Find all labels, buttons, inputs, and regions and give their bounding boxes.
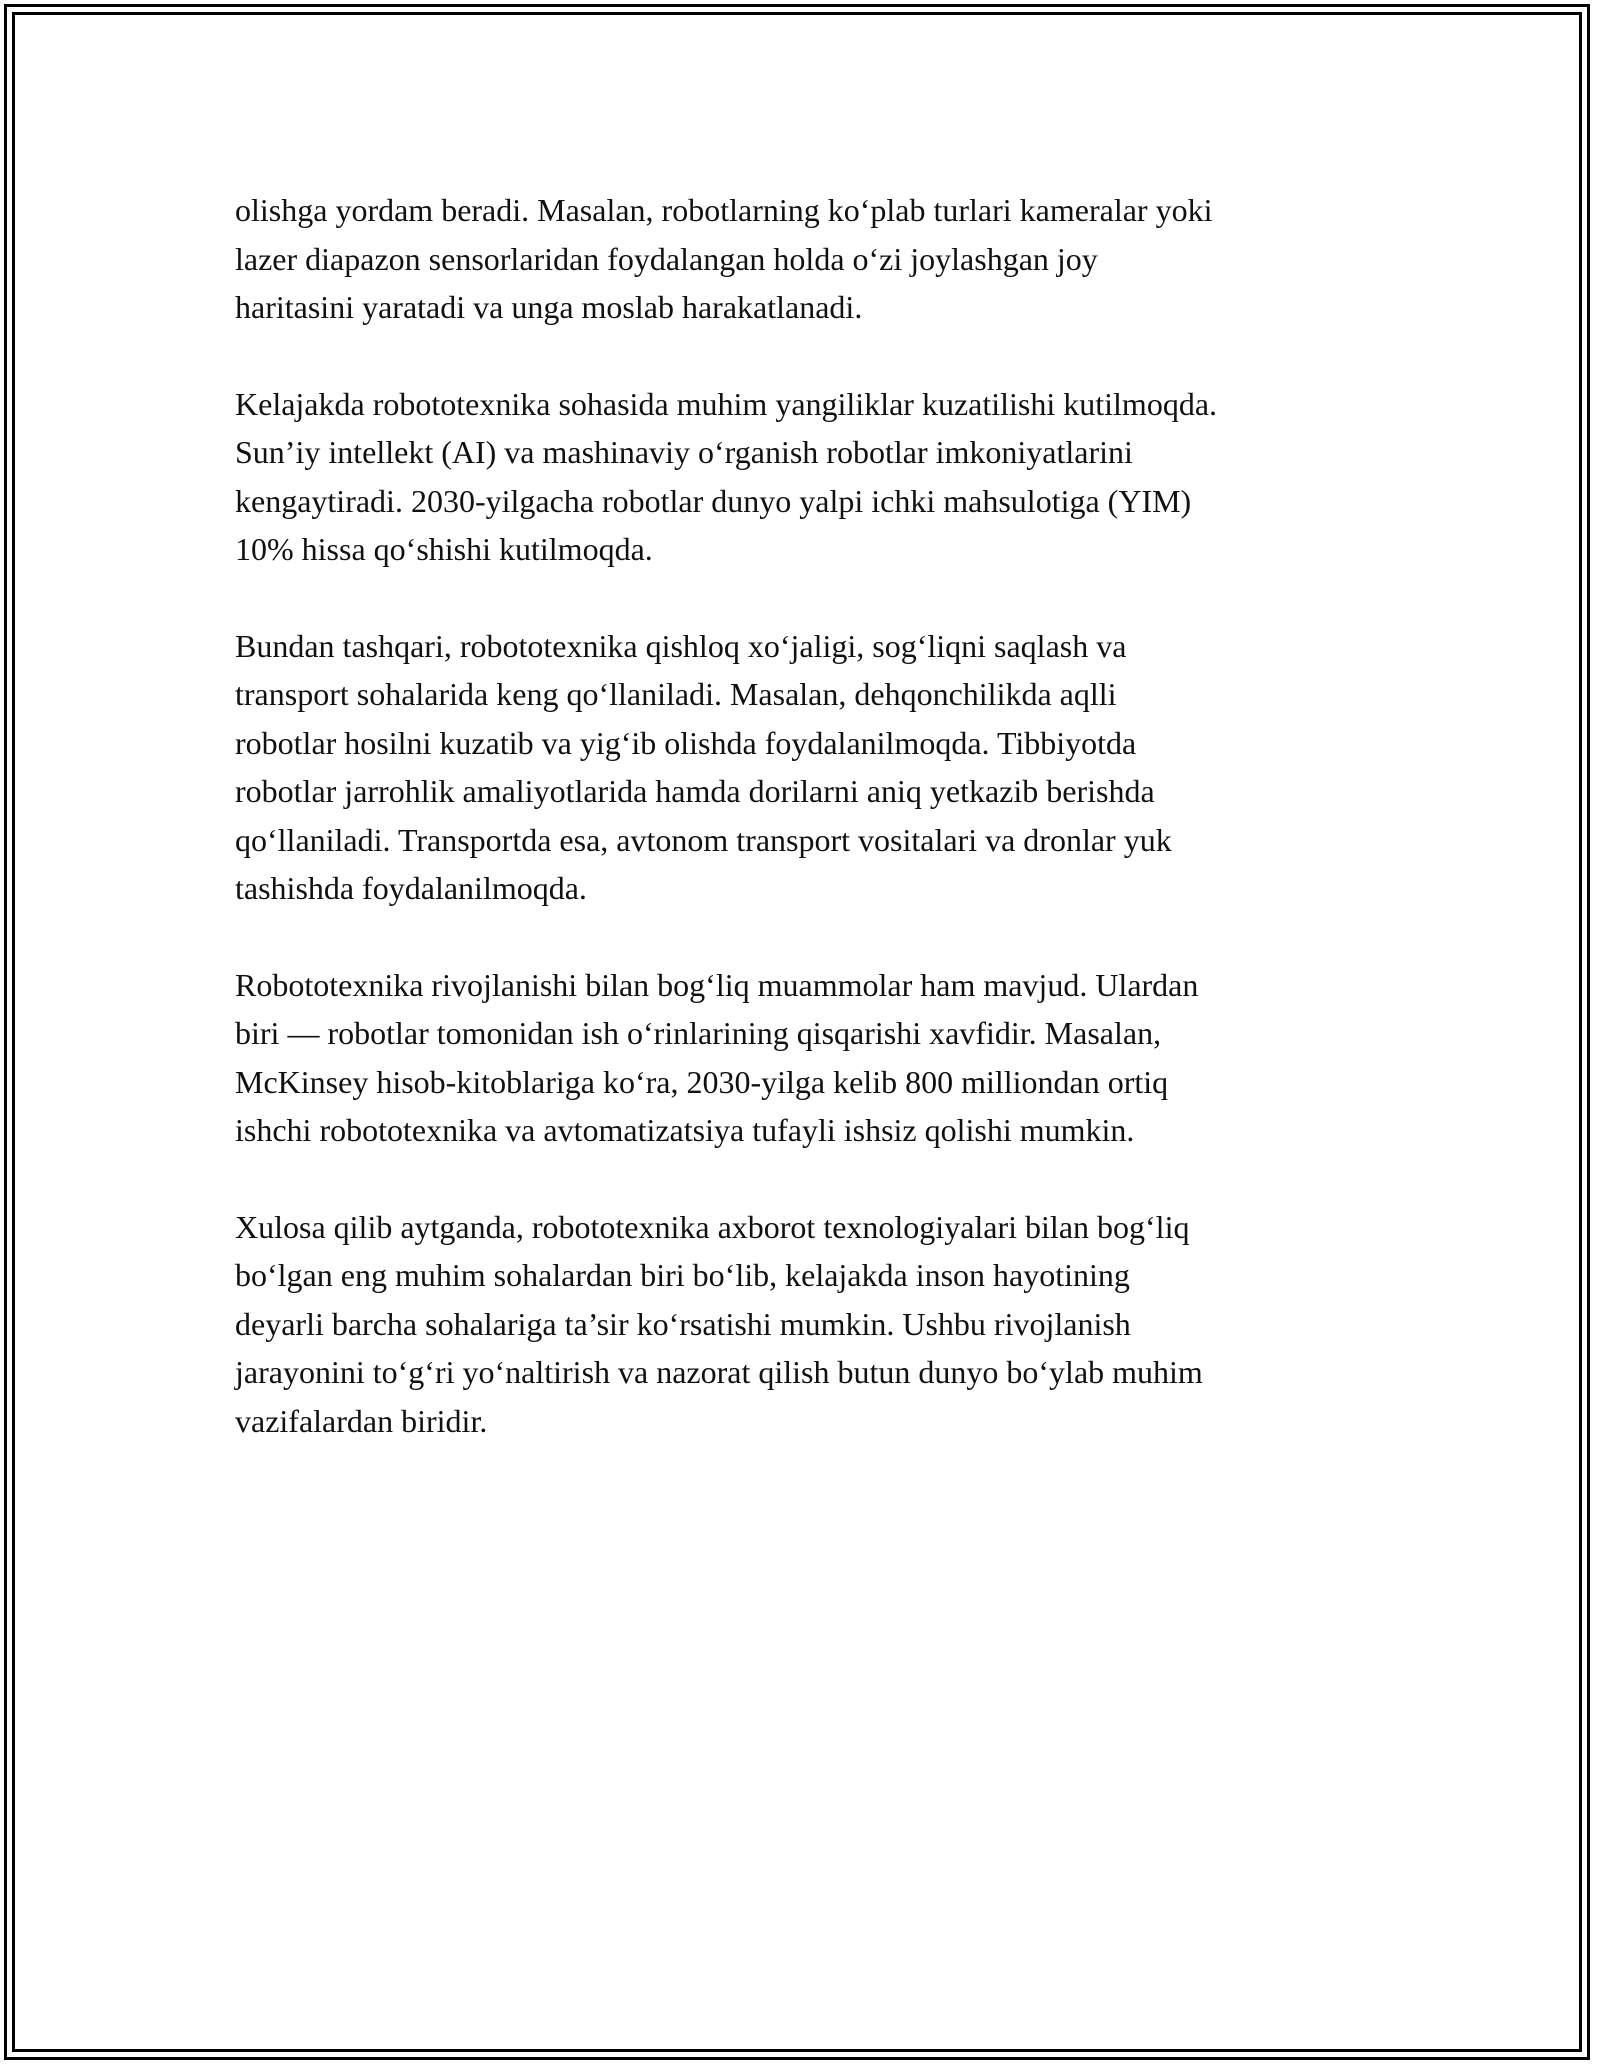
paragraph-future-ai: Kelajakda robototexnika sohasida muhim yangiliklar kuzatilishi kutilmoqda. Sun’iy intellekt (AI) va mashinaviy o‘rganish robotlar imkoniyatlarini kengaytiradi. 2030-yilgacha robotlar dunyo yalpi ichki mahsulotiga (YIM) 10% hissa qo‘shishi kutilmoqda.	[235, 385, 1218, 567]
paragraph-applications: Bundan tashqari, robototexnika qishloq xo‘jaligi, sog‘liqni saqlash va transport sohalarida keng qo‘llaniladi. Masalan, dehqonchilikda aqlli robotlar hosilni kuzatib va yig‘ib olishda foydalanilmoqda. Tibbiyotda robotlar jarrohlik amaliyotlarida hamda dorilarni aniq yetkazib berishda qo‘llaniladi. Transportda esa, avtonom transport vositalari va dronlar yuk tashishda foydalanilmoqda.	[235, 627, 1172, 906]
paragraph-conclusion: Xulosa qilib aytganda, robototexnika axborot texnologiyalari bilan bog‘liq bo‘lgan eng muhim sohalardan biri bo‘lib, kelajakda inson hayotining deyarli barcha sohalariga ta’sir ko‘rsatishi mumkin. Ushbu rivojlanish jarayonini to‘g‘ri yo‘naltirish va nazorat qilish butun dunyo bo‘ylab muhim vazifalardan biridir.	[235, 1208, 1203, 1439]
document-body	[235, 186, 1385, 1445]
paragraph-problems: Robototexnika rivojlanishi bilan bog‘liq muammolar ham mavjud. Ulardan biri — robotlar tomonidan ish o‘rinlarining qisqarishi xavfidir. Masalan, McKinsey hisob-kitoblariga ko‘ra, 2030-yilga kelib 800 milliondan ortiq ishchi robototexnika va avtomatizatsiya tufayli ishsiz qolishi mumkin.	[235, 966, 1199, 1148]
paragraph-mapping-navigation: olishga yordam beradi. Masalan, robotlarning ko‘plab turlari kameralar yoki lazer diapazon sensorlaridan foydalangan holda o‘zi joylashgan joy haritasini yaratadi va unga moslab harakatlanadi.	[235, 192, 1213, 325]
